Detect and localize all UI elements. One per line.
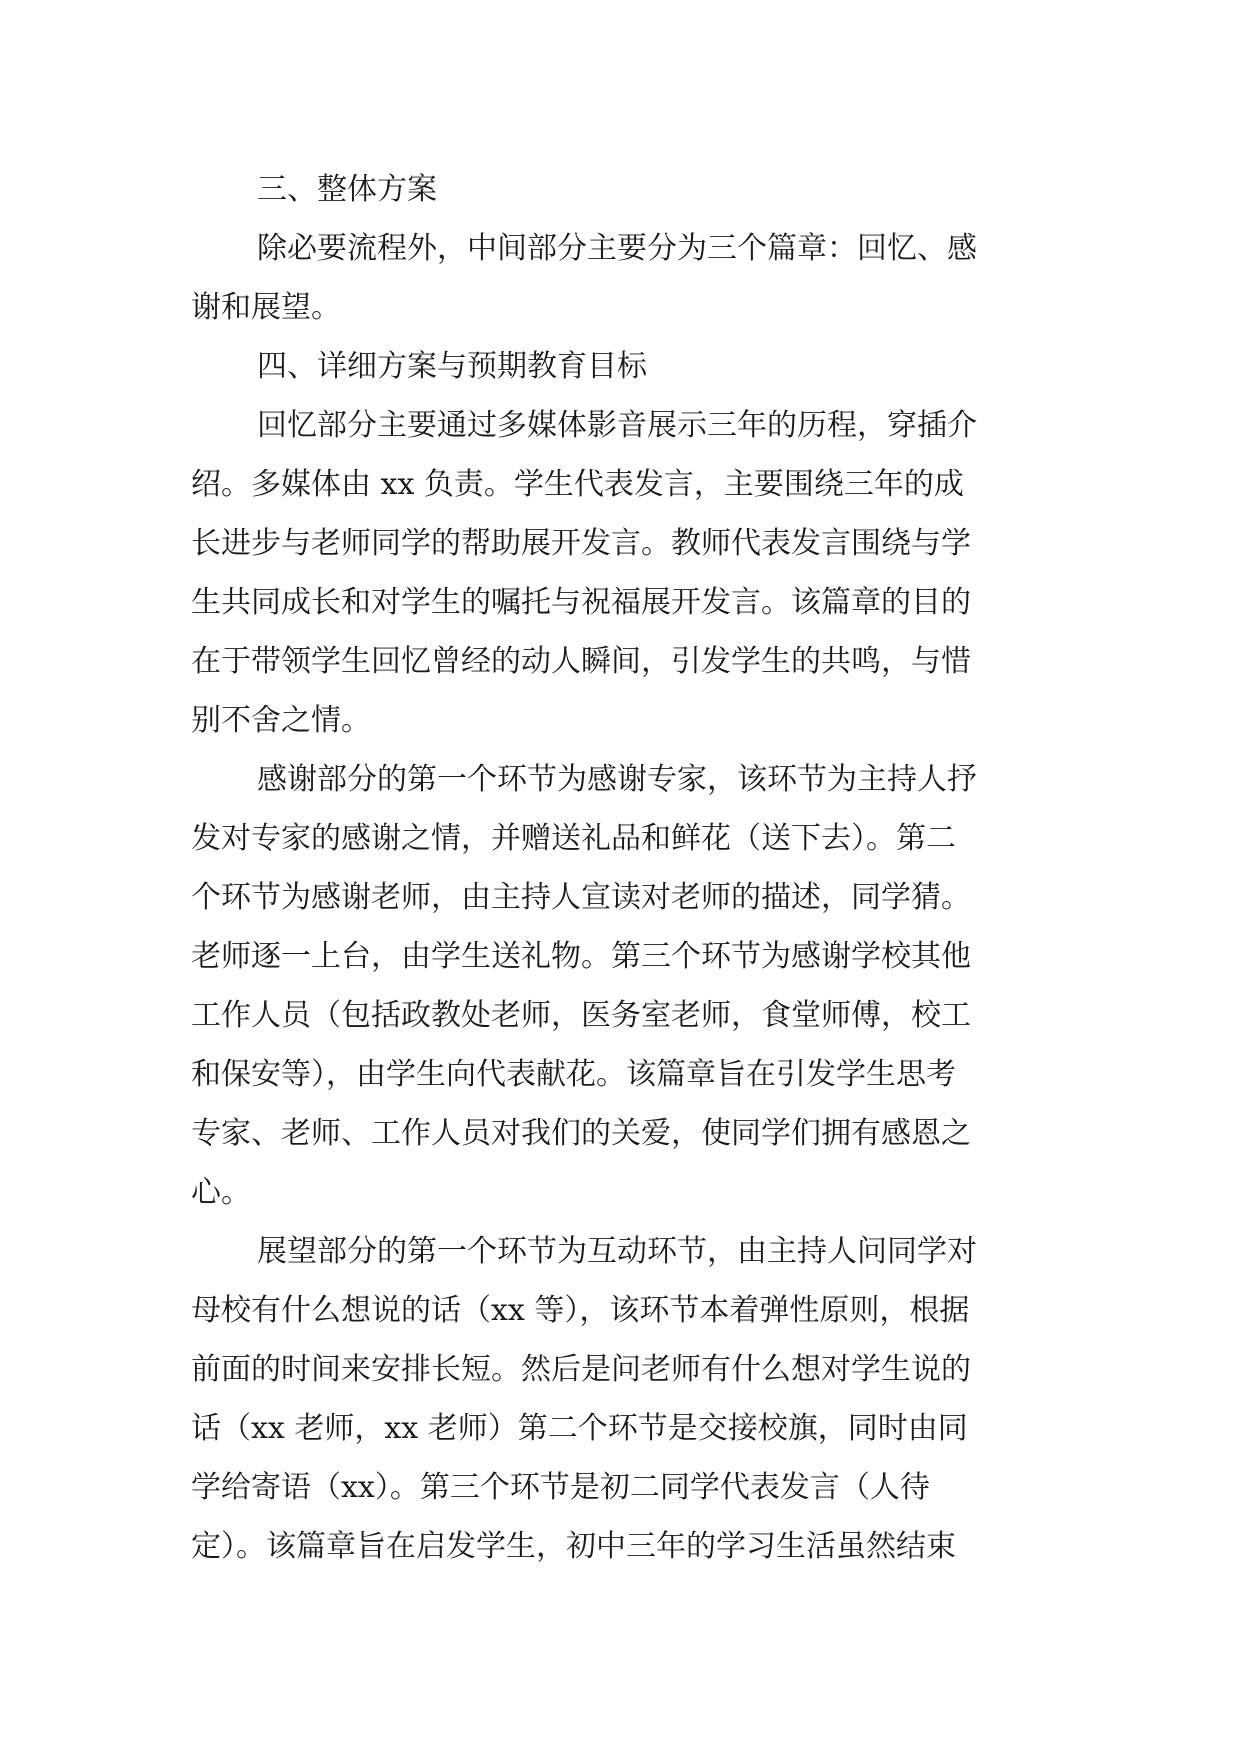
paragraph-line: 学给寄语（xx）。第三个环节是初二同学代表发言（人待 xyxy=(191,1470,930,1505)
paragraph-line: 心。 xyxy=(191,1175,251,1210)
document-body xyxy=(191,160,1051,1576)
paragraph-line: 专家、老师、工作人员对我们的关爱，使同学们拥有感恩之 xyxy=(191,1116,971,1151)
paragraph-line: 感谢部分的第一个环节为感谢专家，该环节为主持人抒 xyxy=(257,762,977,797)
paragraph-overview xyxy=(191,219,1051,337)
paragraph-memory xyxy=(191,396,1051,750)
paragraph-line: 发对专家的感谢之情，并赠送礼品和鲜花（送下去）。第二 xyxy=(191,821,956,856)
paragraph-line: 别不舍之情。 xyxy=(191,703,371,738)
paragraph-line: 生共同成长和对学生的嘱托与祝福展开发言。该篇章的目的 xyxy=(191,585,971,620)
paragraph-outlook xyxy=(191,1222,1051,1576)
paragraph-line: 前面的时间来安排长短。然后是问老师有什么想对学生说的 xyxy=(191,1352,971,1387)
paragraph-line: 话（xx 老师，xx 老师）第二个环节是交接校旗，同时由同 xyxy=(191,1411,968,1446)
paragraph-line: 在于带领学生回忆曾经的动人瞬间，引发学生的共鸣，与惜 xyxy=(191,644,971,679)
paragraph-thanks xyxy=(191,750,1051,1222)
paragraph-line: 回忆部分主要通过多媒体影音展示三年的历程，穿插介 xyxy=(257,408,977,443)
section-heading-4: 四、详细方案与预期教育目标 xyxy=(257,349,647,384)
paragraph-line: 谢和展望。 xyxy=(191,290,341,325)
paragraph-line: 长进步与老师同学的帮助展开发言。教师代表发言围绕与学 xyxy=(191,526,971,561)
paragraph-line: 工作人员（包括政教处老师，医务室老师，食堂师傅，校工 xyxy=(191,998,971,1033)
paragraph-line: 定）。该篇章旨在启发学生，初中三年的学习生活虽然结束 xyxy=(191,1529,956,1564)
paragraph-line: 绍。多媒体由 xx 负责。学生代表发言，主要围绕三年的成 xyxy=(191,467,964,502)
paragraph-line: 老师逐一上台，由学生送礼物。第三个环节为感谢学校其他 xyxy=(191,939,971,974)
section-heading-3: 三、整体方案 xyxy=(257,172,437,207)
paragraph-line: 母校有什么想说的话（xx 等），该环节本着弹性原则，根据 xyxy=(191,1293,970,1328)
paragraph-line: 展望部分的第一个环节为互动环节，由主持人问同学对 xyxy=(257,1234,977,1269)
paragraph-line: 除必要流程外，中间部分主要分为三个篇章：回忆、感 xyxy=(257,231,977,266)
paragraph-line: 和保安等），由学生向代表献花。该篇章旨在引发学生思考 xyxy=(191,1057,956,1092)
paragraph-line: 个环节为感谢老师，由主持人宣读对老师的描述，同学猜。 xyxy=(191,880,971,915)
